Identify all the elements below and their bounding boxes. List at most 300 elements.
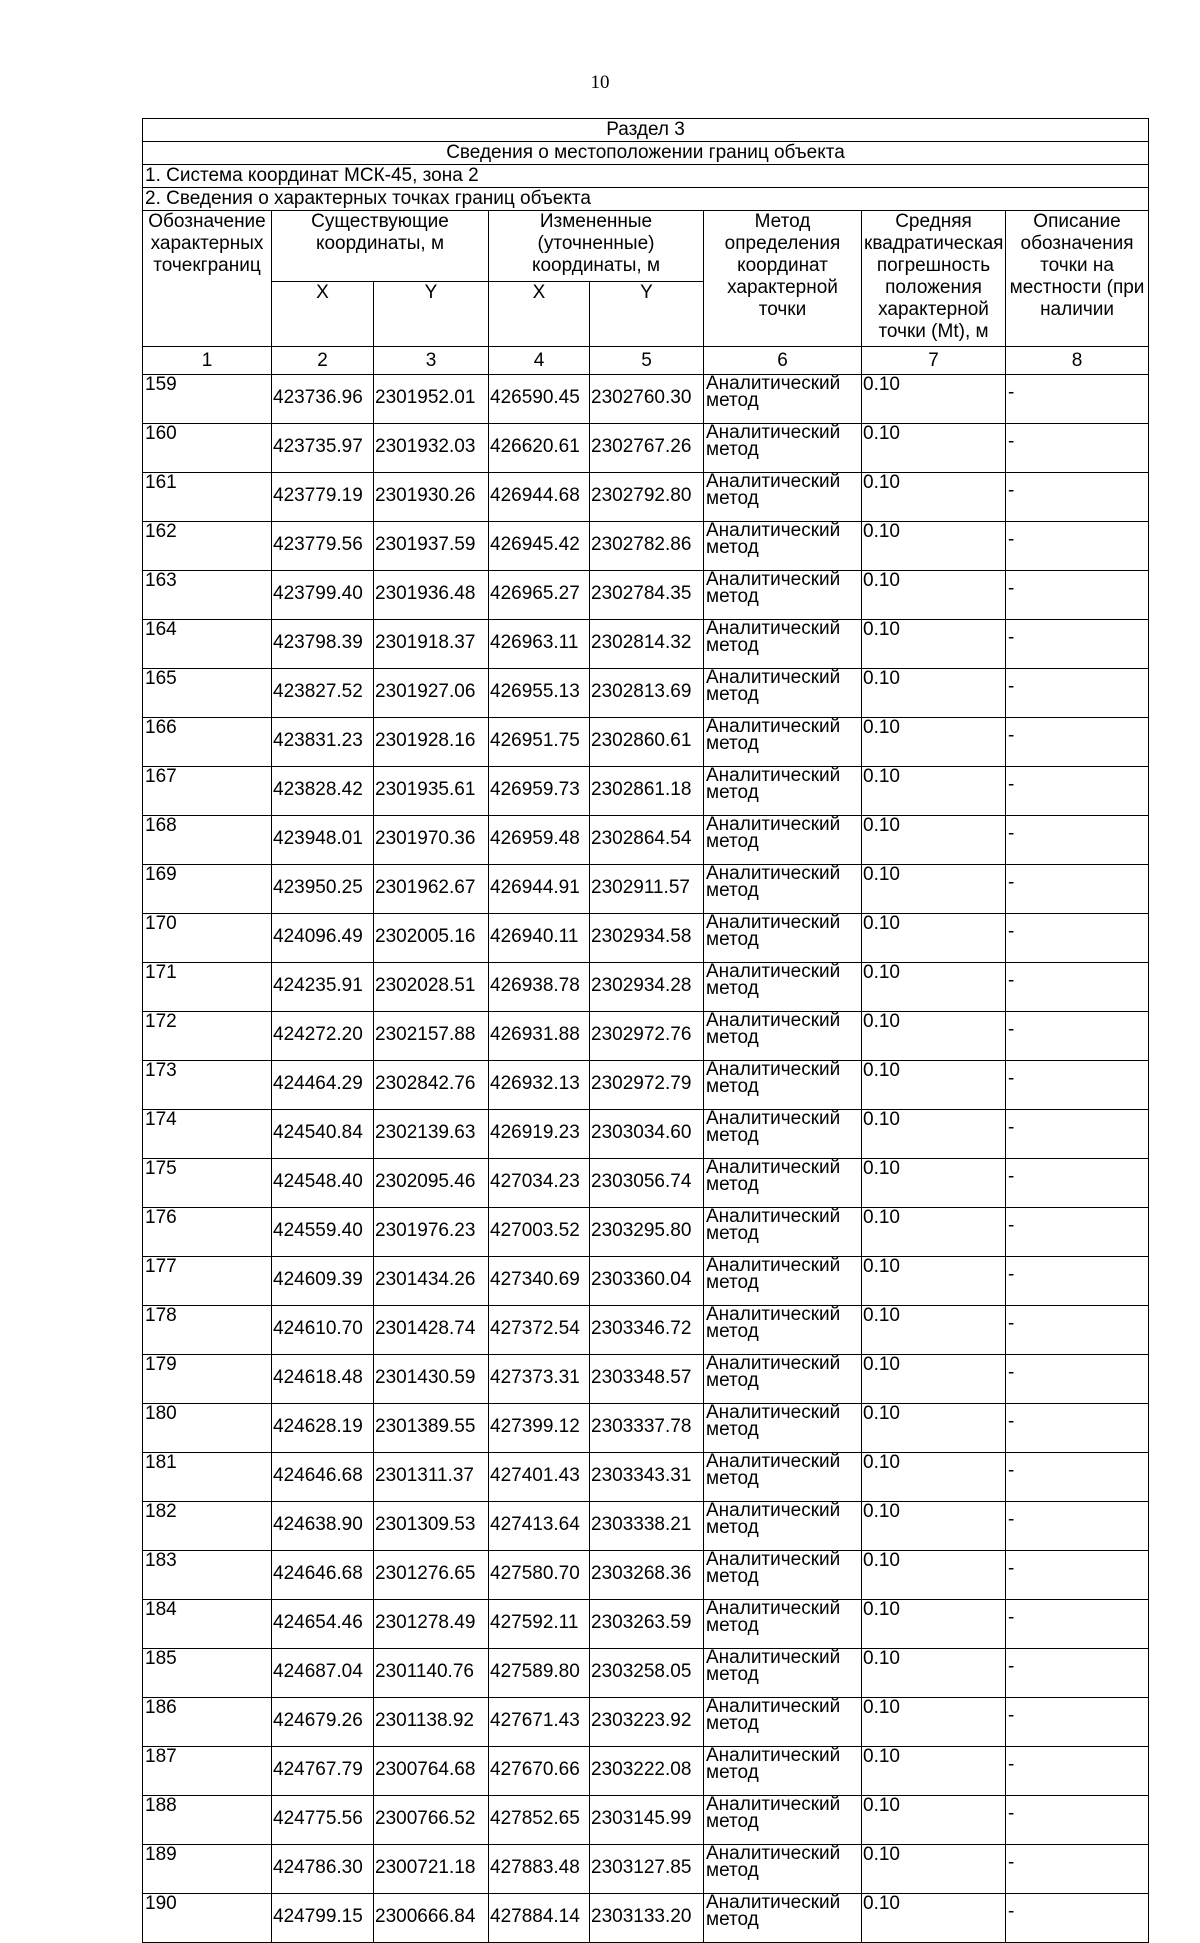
point-id-cell: 169: [143, 865, 272, 914]
point-id-cell: 185: [143, 1649, 272, 1698]
existing-y-cell: 2301311.37: [374, 1453, 489, 1502]
description-cell: -: [1006, 1257, 1149, 1306]
changed-x-cell: 426932.13: [489, 1061, 590, 1110]
method-cell: Аналитический метод: [704, 1061, 862, 1110]
changed-x-cell: 426590.45: [489, 375, 590, 424]
existing-x-cell: 424548.40: [272, 1159, 374, 1208]
point-id-cell: 170: [143, 914, 272, 963]
method-cell: Аналитический метод: [704, 1796, 862, 1845]
existing-y-cell: 2300766.52: [374, 1796, 489, 1845]
existing-x-cell: 423831.23: [272, 718, 374, 767]
coord-system-line: 1. Система координат МСК-45, зона 2: [143, 165, 1149, 188]
column-number: 5: [590, 347, 704, 375]
changed-y-cell: 2302767.26: [590, 424, 704, 473]
existing-x-cell: 423736.96: [272, 375, 374, 424]
method-cell: Аналитический метод: [704, 1453, 862, 1502]
table-row: [143, 473, 1149, 522]
existing-x-cell: 424618.48: [272, 1355, 374, 1404]
table-row: [143, 963, 1149, 1012]
method-cell: Аналитический метод: [704, 424, 862, 473]
error-cell: 0.10: [862, 963, 1006, 1012]
changed-x-cell: 427399.12: [489, 1404, 590, 1453]
changed-x-cell: 426965.27: [489, 571, 590, 620]
error-cell: 0.10: [862, 865, 1006, 914]
description-cell: -: [1006, 1845, 1149, 1894]
existing-y-cell: 2301140.76: [374, 1649, 489, 1698]
description-cell: -: [1006, 1159, 1149, 1208]
changed-x-cell: 427003.52: [489, 1208, 590, 1257]
existing-x-cell: 424559.40: [272, 1208, 374, 1257]
changed-x-cell: 427373.31: [489, 1355, 590, 1404]
table-row: [143, 718, 1149, 767]
description-cell: -: [1006, 718, 1149, 767]
error-cell: 0.10: [862, 1747, 1006, 1796]
method-cell: Аналитический метод: [704, 669, 862, 718]
changed-y-cell: 2303295.80: [590, 1208, 704, 1257]
header-error: Средняя квадратическая погрешность положения характерной точки (Mt), м: [862, 211, 1006, 347]
method-cell: Аналитический метод: [704, 816, 862, 865]
changed-y-cell: 2303263.59: [590, 1600, 704, 1649]
changed-y-cell: 2303133.20: [590, 1894, 704, 1943]
existing-x-cell: 424540.84: [272, 1110, 374, 1159]
table-row: [143, 1845, 1149, 1894]
existing-y-cell: 2302157.88: [374, 1012, 489, 1061]
existing-x-cell: 424687.04: [272, 1649, 374, 1698]
method-cell: Аналитический метод: [704, 473, 862, 522]
table-row: [143, 669, 1149, 718]
existing-x-cell: 424799.15: [272, 1894, 374, 1943]
description-cell: -: [1006, 816, 1149, 865]
changed-x-cell: 427413.64: [489, 1502, 590, 1551]
existing-y-cell: 2301937.59: [374, 522, 489, 571]
changed-x-cell: 426944.68: [489, 473, 590, 522]
changed-y-cell: 2303258.05: [590, 1649, 704, 1698]
table-row: [143, 865, 1149, 914]
changed-x-cell: 427852.65: [489, 1796, 590, 1845]
method-cell: Аналитический метод: [704, 1600, 862, 1649]
existing-y-cell: 2301309.53: [374, 1502, 489, 1551]
method-cell: Аналитический метод: [704, 1747, 862, 1796]
description-cell: -: [1006, 424, 1149, 473]
changed-y-cell: 2303127.85: [590, 1845, 704, 1894]
method-cell: Аналитический метод: [704, 1257, 862, 1306]
existing-x-cell: 424610.70: [272, 1306, 374, 1355]
changed-x-cell: 426945.42: [489, 522, 590, 571]
point-id-cell: 180: [143, 1404, 272, 1453]
point-id-cell: 173: [143, 1061, 272, 1110]
table-row: [143, 571, 1149, 620]
table-row: [143, 1404, 1149, 1453]
changed-y-cell: 2302934.58: [590, 914, 704, 963]
existing-y-cell: 2301928.16: [374, 718, 489, 767]
table-row: [143, 1257, 1149, 1306]
table-row: [143, 1698, 1149, 1747]
existing-x-cell: 423798.39: [272, 620, 374, 669]
header-designation: Обозначение характерных точекграниц: [143, 211, 272, 347]
point-id-cell: 183: [143, 1551, 272, 1600]
existing-x-cell: 424609.39: [272, 1257, 374, 1306]
existing-y-cell: 2302028.51: [374, 963, 489, 1012]
point-id-cell: 189: [143, 1845, 272, 1894]
changed-y-cell: 2302972.76: [590, 1012, 704, 1061]
point-id-cell: 174: [143, 1110, 272, 1159]
existing-x-cell: 423828.42: [272, 767, 374, 816]
description-cell: -: [1006, 767, 1149, 816]
column-number: 8: [1006, 347, 1149, 375]
table-row: [143, 1796, 1149, 1845]
point-id-cell: 165: [143, 669, 272, 718]
column-numbers-row: [143, 347, 1149, 375]
table-row: [143, 1894, 1149, 1943]
point-id-cell: 182: [143, 1502, 272, 1551]
table-row: [143, 767, 1149, 816]
changed-y-cell: 2302972.79: [590, 1061, 704, 1110]
changed-y-cell: 2303337.78: [590, 1404, 704, 1453]
existing-y-cell: 2301930.26: [374, 473, 489, 522]
description-cell: -: [1006, 1404, 1149, 1453]
table-row: [143, 816, 1149, 865]
description-cell: -: [1006, 1061, 1149, 1110]
method-cell: Аналитический метод: [704, 1698, 862, 1747]
point-id-cell: 179: [143, 1355, 272, 1404]
method-cell: Аналитический метод: [704, 1551, 862, 1600]
method-cell: Аналитический метод: [704, 865, 862, 914]
existing-x-cell: 424096.49: [272, 914, 374, 963]
existing-x-cell: 424654.46: [272, 1600, 374, 1649]
existing-y-cell: 2301976.23: [374, 1208, 489, 1257]
table-row: [143, 1306, 1149, 1355]
error-cell: 0.10: [862, 1208, 1006, 1257]
point-id-cell: 162: [143, 522, 272, 571]
method-cell: Аналитический метод: [704, 1012, 862, 1061]
existing-y-cell: 2302842.76: [374, 1061, 489, 1110]
method-cell: Аналитический метод: [704, 1649, 862, 1698]
existing-x-cell: 424646.68: [272, 1551, 374, 1600]
table-row: [143, 1061, 1149, 1110]
description-cell: -: [1006, 1649, 1149, 1698]
changed-x-cell: 426931.88: [489, 1012, 590, 1061]
section-subtitle: Сведения о местоположении границ объекта: [143, 142, 1149, 165]
point-id-cell: 167: [143, 767, 272, 816]
error-cell: 0.10: [862, 424, 1006, 473]
error-cell: 0.10: [862, 620, 1006, 669]
existing-y-cell: 2301936.48: [374, 571, 489, 620]
changed-x-cell: 427580.70: [489, 1551, 590, 1600]
error-cell: 0.10: [862, 1600, 1006, 1649]
point-id-cell: 166: [143, 718, 272, 767]
description-cell: -: [1006, 1453, 1149, 1502]
existing-y-cell: 2300721.18: [374, 1845, 489, 1894]
table-row: [143, 1453, 1149, 1502]
existing-y-cell: 2302139.63: [374, 1110, 489, 1159]
method-cell: Аналитический метод: [704, 1502, 862, 1551]
error-cell: 0.10: [862, 375, 1006, 424]
changed-x-cell: 427592.11: [489, 1600, 590, 1649]
column-number: 1: [143, 347, 272, 375]
changed-x-cell: 427401.43: [489, 1453, 590, 1502]
point-id-cell: 171: [143, 963, 272, 1012]
table-row: [143, 1355, 1149, 1404]
existing-x-cell: 424628.19: [272, 1404, 374, 1453]
table-row: [143, 1551, 1149, 1600]
description-cell: -: [1006, 1551, 1149, 1600]
changed-y-cell: 2302792.80: [590, 473, 704, 522]
changed-x-cell: 426951.75: [489, 718, 590, 767]
changed-x-cell: 427671.43: [489, 1698, 590, 1747]
header-description: Описание обозначения точки на местности (при наличии: [1006, 211, 1149, 347]
error-cell: 0.10: [862, 914, 1006, 963]
point-id-cell: 168: [143, 816, 272, 865]
table-row: [143, 1159, 1149, 1208]
changed-y-cell: 2302813.69: [590, 669, 704, 718]
point-id-cell: 164: [143, 620, 272, 669]
description-cell: -: [1006, 620, 1149, 669]
error-cell: 0.10: [862, 1355, 1006, 1404]
point-id-cell: 184: [143, 1600, 272, 1649]
error-cell: 0.10: [862, 1698, 1006, 1747]
changed-x-cell: 427372.54: [489, 1306, 590, 1355]
section-title: Раздел 3: [143, 119, 1149, 142]
method-cell: Аналитический метод: [704, 963, 862, 1012]
existing-x-cell: 424767.79: [272, 1747, 374, 1796]
existing-y-cell: 2301278.49: [374, 1600, 489, 1649]
changed-x-cell: 426919.23: [489, 1110, 590, 1159]
changed-x-cell: 427670.66: [489, 1747, 590, 1796]
header-existing-x: X: [272, 282, 374, 347]
point-id-cell: 160: [143, 424, 272, 473]
changed-x-cell: 427340.69: [489, 1257, 590, 1306]
method-cell: Аналитический метод: [704, 914, 862, 963]
description-cell: -: [1006, 1796, 1149, 1845]
method-cell: Аналитический метод: [704, 1845, 862, 1894]
error-cell: 0.10: [862, 669, 1006, 718]
error-cell: 0.10: [862, 1649, 1006, 1698]
changed-y-cell: 2302860.61: [590, 718, 704, 767]
point-id-cell: 187: [143, 1747, 272, 1796]
existing-y-cell: 2302005.16: [374, 914, 489, 963]
description-cell: -: [1006, 1747, 1149, 1796]
changed-y-cell: 2303343.31: [590, 1453, 704, 1502]
header-changed-y: Y: [590, 282, 704, 347]
existing-x-cell: 424775.56: [272, 1796, 374, 1845]
point-id-cell: 161: [143, 473, 272, 522]
method-cell: Аналитический метод: [704, 1404, 862, 1453]
error-cell: 0.10: [862, 1306, 1006, 1355]
point-id-cell: 175: [143, 1159, 272, 1208]
description-cell: -: [1006, 1600, 1149, 1649]
error-cell: 0.10: [862, 1845, 1006, 1894]
existing-x-cell: 424786.30: [272, 1845, 374, 1894]
description-cell: -: [1006, 1355, 1149, 1404]
column-number: 2: [272, 347, 374, 375]
method-cell: Аналитический метод: [704, 1894, 862, 1943]
header-changed-coordinates: Измененные (уточненные) координаты, м: [489, 211, 704, 282]
description-cell: -: [1006, 375, 1149, 424]
existing-x-cell: 424679.26: [272, 1698, 374, 1747]
table-row: [143, 424, 1149, 473]
error-cell: 0.10: [862, 1257, 1006, 1306]
method-cell: Аналитический метод: [704, 718, 862, 767]
header-changed-x: X: [489, 282, 590, 347]
existing-x-cell: 423779.56: [272, 522, 374, 571]
error-cell: 0.10: [862, 1110, 1006, 1159]
method-cell: Аналитический метод: [704, 571, 862, 620]
changed-y-cell: 2302784.35: [590, 571, 704, 620]
point-id-cell: 188: [143, 1796, 272, 1845]
error-cell: 0.10: [862, 473, 1006, 522]
method-cell: Аналитический метод: [704, 522, 862, 571]
point-id-cell: 176: [143, 1208, 272, 1257]
description-cell: -: [1006, 473, 1149, 522]
description-cell: -: [1006, 865, 1149, 914]
table-row: [143, 620, 1149, 669]
column-number: 3: [374, 347, 489, 375]
changed-x-cell: 427883.48: [489, 1845, 590, 1894]
error-cell: 0.10: [862, 571, 1006, 620]
points-heading: 2. Сведения о характерных точках границ объекта: [143, 188, 1149, 211]
existing-y-cell: 2301430.59: [374, 1355, 489, 1404]
column-number: 6: [704, 347, 862, 375]
changed-x-cell: 426938.78: [489, 963, 590, 1012]
existing-y-cell: 2301952.01: [374, 375, 489, 424]
point-id-cell: 190: [143, 1894, 272, 1943]
point-id-cell: 163: [143, 571, 272, 620]
error-cell: 0.10: [862, 1159, 1006, 1208]
changed-y-cell: 2302864.54: [590, 816, 704, 865]
changed-x-cell: 426959.48: [489, 816, 590, 865]
changed-x-cell: 427589.80: [489, 1649, 590, 1698]
table-row: [143, 522, 1149, 571]
error-cell: 0.10: [862, 1061, 1006, 1110]
changed-y-cell: 2302782.86: [590, 522, 704, 571]
table-row: [143, 914, 1149, 963]
changed-y-cell: 2302911.57: [590, 865, 704, 914]
existing-y-cell: 2300666.84: [374, 1894, 489, 1943]
changed-x-cell: 426620.61: [489, 424, 590, 473]
existing-y-cell: 2301962.67: [374, 865, 489, 914]
changed-x-cell: 426940.11: [489, 914, 590, 963]
changed-x-cell: 426944.91: [489, 865, 590, 914]
table-row: [143, 1649, 1149, 1698]
method-cell: Аналитический метод: [704, 1159, 862, 1208]
page-number: 10: [590, 72, 610, 93]
error-cell: 0.10: [862, 1404, 1006, 1453]
description-cell: -: [1006, 1012, 1149, 1061]
header-method: Метод определения координат характерной точки: [704, 211, 862, 347]
error-cell: 0.10: [862, 1796, 1006, 1845]
existing-x-cell: 424464.29: [272, 1061, 374, 1110]
description-cell: -: [1006, 1894, 1149, 1943]
method-cell: Аналитический метод: [704, 1306, 862, 1355]
changed-x-cell: 426959.73: [489, 767, 590, 816]
error-cell: 0.10: [862, 522, 1006, 571]
table-row: [143, 1110, 1149, 1159]
changed-x-cell: 427034.23: [489, 1159, 590, 1208]
existing-x-cell: 424272.20: [272, 1012, 374, 1061]
method-cell: Аналитический метод: [704, 1110, 862, 1159]
changed-x-cell: 426963.11: [489, 620, 590, 669]
table-row: [143, 375, 1149, 424]
description-cell: -: [1006, 1502, 1149, 1551]
changed-y-cell: 2303056.74: [590, 1159, 704, 1208]
existing-y-cell: 2301138.92: [374, 1698, 489, 1747]
description-cell: -: [1006, 522, 1149, 571]
table-row: [143, 1747, 1149, 1796]
description-cell: -: [1006, 914, 1149, 963]
table-row: [143, 1208, 1149, 1257]
description-cell: -: [1006, 963, 1149, 1012]
header-existing-y: Y: [374, 282, 489, 347]
changed-y-cell: 2303034.60: [590, 1110, 704, 1159]
point-id-cell: 177: [143, 1257, 272, 1306]
changed-y-cell: 2303145.99: [590, 1796, 704, 1845]
description-cell: -: [1006, 1110, 1149, 1159]
error-cell: 0.10: [862, 1012, 1006, 1061]
point-id-cell: 181: [143, 1453, 272, 1502]
point-id-cell: 186: [143, 1698, 272, 1747]
boundary-points-table: [142, 118, 1149, 1943]
existing-y-cell: 2301276.65: [374, 1551, 489, 1600]
changed-y-cell: 2302934.28: [590, 963, 704, 1012]
existing-y-cell: 2301918.37: [374, 620, 489, 669]
existing-y-cell: 2301932.03: [374, 424, 489, 473]
error-cell: 0.10: [862, 1453, 1006, 1502]
existing-x-cell: 423948.01: [272, 816, 374, 865]
existing-x-cell: 423950.25: [272, 865, 374, 914]
description-cell: -: [1006, 1698, 1149, 1747]
point-id-cell: 159: [143, 375, 272, 424]
changed-y-cell: 2303222.08: [590, 1747, 704, 1796]
description-cell: -: [1006, 1208, 1149, 1257]
error-cell: 0.10: [862, 718, 1006, 767]
existing-y-cell: 2302095.46: [374, 1159, 489, 1208]
description-cell: -: [1006, 571, 1149, 620]
error-cell: 0.10: [862, 1551, 1006, 1600]
changed-y-cell: 2303348.57: [590, 1355, 704, 1404]
existing-x-cell: 423779.19: [272, 473, 374, 522]
changed-y-cell: 2302861.18: [590, 767, 704, 816]
changed-y-cell: 2303268.36: [590, 1551, 704, 1600]
table-row: [143, 1012, 1149, 1061]
changed-y-cell: 2303360.04: [590, 1257, 704, 1306]
column-number: 7: [862, 347, 1006, 375]
existing-x-cell: 424638.90: [272, 1502, 374, 1551]
table-row: [143, 1502, 1149, 1551]
description-cell: -: [1006, 669, 1149, 718]
point-id-cell: 178: [143, 1306, 272, 1355]
existing-y-cell: 2301935.61: [374, 767, 489, 816]
method-cell: Аналитический метод: [704, 767, 862, 816]
existing-y-cell: 2301434.26: [374, 1257, 489, 1306]
existing-y-cell: 2301927.06: [374, 669, 489, 718]
point-id-cell: 172: [143, 1012, 272, 1061]
changed-y-cell: 2303338.21: [590, 1502, 704, 1551]
header-existing-coordinates: Существующие координаты, м: [272, 211, 489, 282]
method-cell: Аналитический метод: [704, 620, 862, 669]
description-cell: -: [1006, 1306, 1149, 1355]
changed-y-cell: 2303223.92: [590, 1698, 704, 1747]
existing-x-cell: 423799.40: [272, 571, 374, 620]
existing-y-cell: 2301428.74: [374, 1306, 489, 1355]
existing-x-cell: 423735.97: [272, 424, 374, 473]
existing-x-cell: 423827.52: [272, 669, 374, 718]
method-cell: Аналитический метод: [704, 1208, 862, 1257]
changed-y-cell: 2302760.30: [590, 375, 704, 424]
existing-x-cell: 424235.91: [272, 963, 374, 1012]
error-cell: 0.10: [862, 816, 1006, 865]
method-cell: Аналитический метод: [704, 375, 862, 424]
changed-y-cell: 2303346.72: [590, 1306, 704, 1355]
